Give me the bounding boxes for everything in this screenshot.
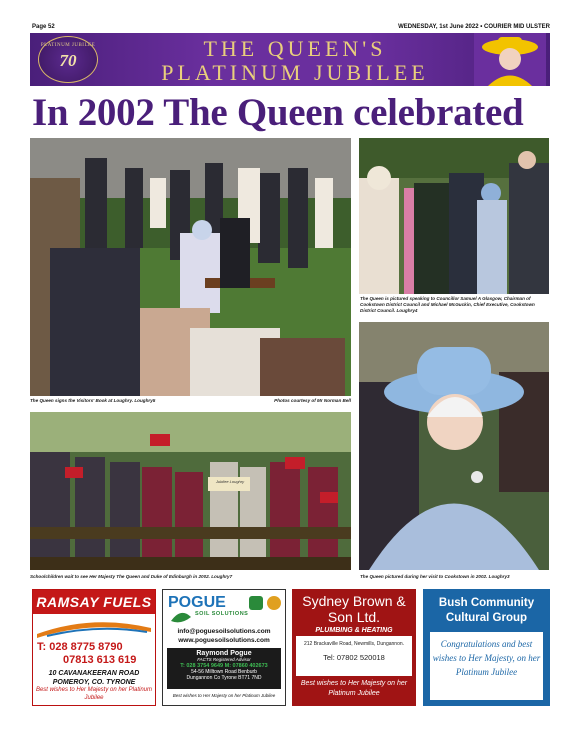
crest-number: 70 xyxy=(59,51,77,70)
ramsay-brand: RAMSAY FUELS xyxy=(36,594,152,610)
headline: In 2002 The Queen celebrated xyxy=(32,91,524,134)
caption-visitors-book: The Queen signs the Visitors' Book at Loughry. Loughry5 xyxy=(30,398,156,403)
banner-title-line1: THE QUEEN'S xyxy=(203,36,387,61)
badge-icon xyxy=(249,595,281,611)
pogue-contact-card xyxy=(167,648,281,689)
ramsay-address2: POMEROY, CO. TYRONE xyxy=(52,679,136,686)
queen-banner-photo xyxy=(474,33,546,86)
pogue-footer: Best wishes to Her Majesty on her Platinum Jubilee xyxy=(172,693,276,698)
ad-sydney-brown xyxy=(292,589,416,706)
photo-queen-portrait xyxy=(359,322,549,570)
pogue-role: FACTS Registered Advisor xyxy=(197,657,251,662)
page-number: Page 52 xyxy=(32,24,55,30)
bush-name: Bush Community Cultural Group xyxy=(438,597,535,624)
ramsay-swoosh-icon xyxy=(37,618,151,638)
bush-wish: Congratulations and best wishes to Her Majesty, on her Platinum Jubilee xyxy=(430,632,543,700)
ramsay-wish: Best wishes to Her Majesty on her Platinum Jubilee xyxy=(35,687,153,701)
photo-schoolchildren xyxy=(30,412,351,570)
sydney-trade: PLUMBING & HEATING xyxy=(315,627,393,634)
caption-councillor: The Queen is pictured speaking to Councillor Samuel A Glasgow, Chairman of Cookstown District Council and Michael McGuckin, Chief Executive, Cookstown District Council. Loughry4 xyxy=(360,296,535,313)
pogue-phones: T: 028 3754 9649 M: 07860 402673 xyxy=(180,663,268,669)
caption-schoolchildren: Schoolchildren wait to see Her Majesty The Queen and Duke of Edinburgh in 2002. Loughry7 xyxy=(30,574,233,579)
date-line: WEDNESDAY, 1st June 2022 • COURIER MID ULSTER xyxy=(398,24,550,30)
sydney-wish: Best wishes to Her Majesty on her Platinum Jubilee xyxy=(300,680,408,697)
pogue-web: www.poguesoilsolutions.com xyxy=(178,637,270,644)
sydney-address-box xyxy=(296,636,412,676)
leaf-icon xyxy=(171,611,191,623)
jubilee-banner xyxy=(30,33,550,86)
sydney-tel: Tel: 07802 520018 xyxy=(323,653,385,662)
ad-pogue-soil xyxy=(162,589,286,706)
photo-visitors-book xyxy=(30,138,351,396)
ad-bush-community xyxy=(423,589,550,706)
sydney-name: Sydney Brown & Son Ltd. xyxy=(302,593,406,625)
pogue-email: info@poguesoilsolutions.com xyxy=(177,628,271,635)
ad-ramsay-fuels xyxy=(32,589,156,706)
banner-title-line2: PLATINUM JUBILEE xyxy=(161,60,429,85)
caption-queen-portrait: The Queen pictured during her visit to Cookstown in 2002. Loughry3 xyxy=(360,574,510,579)
jubilee-crest xyxy=(38,36,98,83)
crest-text: PLATINUM JUBILEE xyxy=(40,43,96,48)
ramsay-phone1: T: 028 8775 8790 xyxy=(37,641,123,653)
photo-councillor xyxy=(359,138,549,294)
pogue-logo-sub: SOIL SOLUTIONS xyxy=(195,611,249,617)
jubilee-sign: Jubilee Loughry xyxy=(215,479,245,484)
ramsay-phone2: 07813 613 619 xyxy=(63,654,137,666)
sydney-address: 212 Brackaville Road, Newmills, Dungannon. xyxy=(303,641,405,647)
pogue-address1: 54-56 Milltown Road Benburb xyxy=(191,669,257,675)
pogue-name: Raymond Pogue xyxy=(196,650,252,657)
photo-credit: Photos courtesy of Mr Norman Bell xyxy=(274,398,351,403)
pogue-address2: Dungannon Co Tyrone BT71 7ND xyxy=(186,675,262,681)
ramsay-address1: 10 CAVANAKEERAN ROAD xyxy=(48,670,140,677)
pogue-logo: POGUE xyxy=(168,594,226,611)
